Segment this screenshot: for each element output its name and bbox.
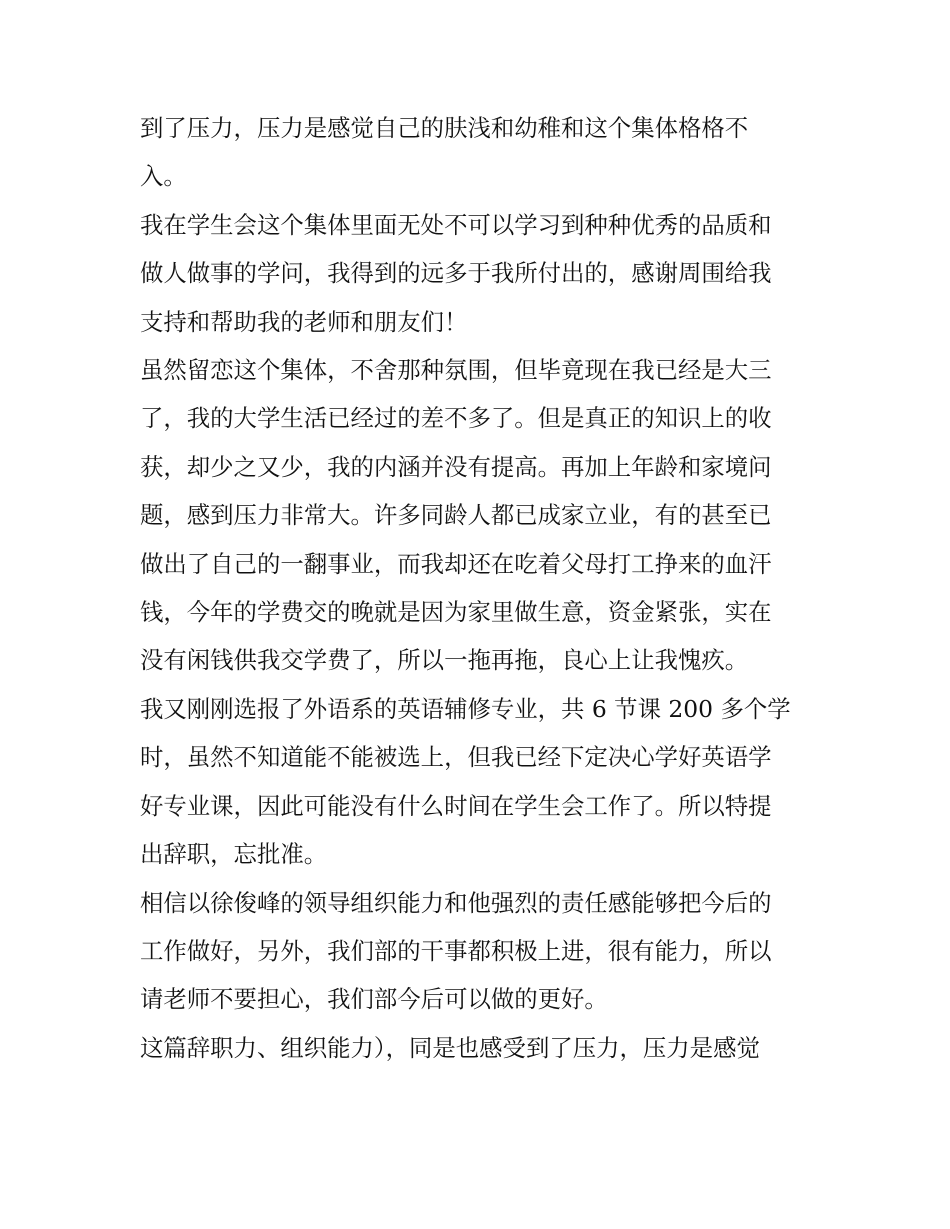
paragraph-pressure: 到了压力，压力是感觉自己的肤浅和幼稚和这个集体格格不 入。 — [140, 114, 749, 191]
paragraph-successor: 相信以徐俊峰的领导组织能力和他强烈的责任感能够把今后的 工作做好，另外，我们部的干事都积极上进，很有能力，所以 请老师不要担心，我们部今后可以做的更好。 — [140, 888, 772, 1014]
paragraph-english-minor: 我又刚刚选报了外语系的英语辅修专业，共 6 节课 200 多个学 时，虽然不知道能不能被选上，但我已经下定决心学好英语学 好专业课，因此可能没有什么时间在学生会工作了。所以特提 出辞职，忘批准。 — [140, 694, 791, 869]
body-text — [140, 104, 815, 1072]
paragraph-closing: 这篇辞职力、组织能力），同是也感受到了压力，压力是感觉 — [140, 1033, 760, 1062]
paragraph-reluctance: 虽然留恋这个集体，不舍那种氛围，但毕竟现在我已经是大三 了，我的大学生活已经过的差不多了。但是真正的知识上的收 获，却少之又少，我的内涵并没有提高。再加上年龄和家境问 题，感到压力非常大。许多同龄人都已成家立业，有的甚至已 做出了自己的一翻事业，而我却还在吃着父母打工挣来的血汗 钱，今年的学费交的晚就是因为家里做生意，资金紧张，实在 没有闲钱供我交学费了，所以一拖再拖，良心上让我愧疚。 — [140, 356, 772, 675]
paragraph-learning: 我在学生会这个集体里面无处不可以学习到种种优秀的品质和 做人做事的学问，我得到的远多于我所付出的，感谢周围给我 支持和帮助我的老师和朋友们！ — [140, 210, 772, 336]
